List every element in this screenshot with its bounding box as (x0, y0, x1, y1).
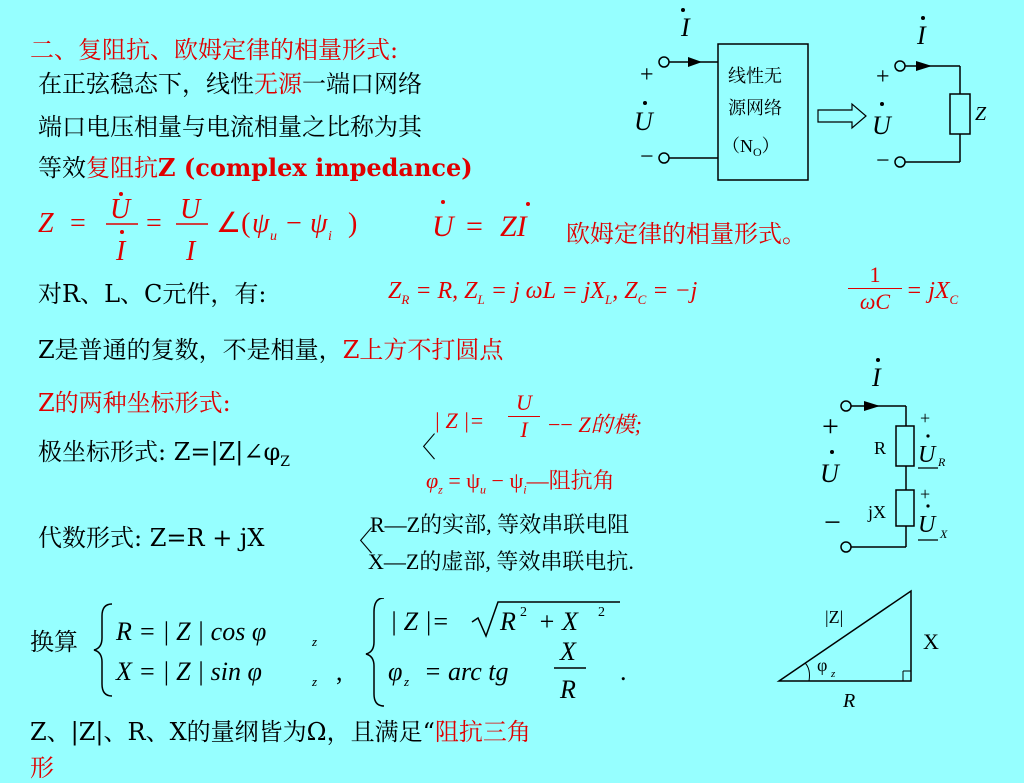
resistor-label: R (874, 438, 887, 458)
svg-text:.: . (620, 657, 627, 686)
svg-text:z: z (312, 674, 318, 689)
svg-text:X: X (940, 527, 948, 541)
ur-plus: + (920, 408, 931, 428)
svg-text:| Z |=: | Z |= (390, 607, 450, 636)
impedance-box (950, 94, 970, 134)
svg-text:U: U (432, 210, 454, 243)
intro-highlight-impedance: 复阻抗 (86, 154, 158, 182)
plus-sign: + (640, 62, 654, 88)
current-label-2: I (917, 21, 926, 50)
imag-part-line: X—Z的虚部, 等效串联电抗. (368, 549, 634, 574)
footer-line: Z、|Z|、R、X的量纲皆为Ω，且满足“阻抗三角 (30, 718, 531, 746)
voltage-label: U (634, 107, 653, 136)
polar-form-label: 极坐标形式: $Z=|Z|\angle\varphi_Z$ (38, 438, 290, 470)
network-label-2: 源网络 (728, 98, 782, 118)
intro-text: 等效 (38, 154, 86, 182)
svg-text:z: z (404, 674, 410, 689)
triangle-shape (779, 591, 911, 681)
plus-sign-2: + (876, 64, 890, 90)
svg-text:U: U (110, 194, 131, 225)
network-label-1: 线性无 (728, 66, 782, 86)
minus-sign-2: − (876, 148, 890, 174)
svg-text:u: u (270, 229, 277, 244)
svg-text:R: R (938, 455, 946, 469)
impedance-label: Z (975, 103, 987, 125)
section-heading: 二、复阻抗、欧姆定律的相量形式: (30, 36, 399, 64)
svg-text:−: − (286, 208, 302, 239)
coord-forms-title: Z的两种坐标形式: (38, 389, 231, 417)
footer-highlight: 阻抗三角 (434, 718, 531, 746)
conversion-equations (90, 598, 650, 718)
intro-text: 在正弦稳态下，线性 (38, 70, 254, 98)
svg-text:=: = (466, 210, 483, 243)
intro-line-2: 端口电压相量与电流相量之比称为其 (38, 113, 422, 141)
footer-line-2: 形 (30, 754, 54, 782)
svg-text:2: 2 (520, 605, 527, 620)
svg-text:R: R (560, 675, 576, 704)
current-arrow-icon (688, 57, 702, 67)
adjacent-label: R (843, 690, 856, 712)
impedance-triangle (775, 585, 955, 715)
modulus-fraction: U I (508, 390, 540, 443)
svg-text:R: R (500, 607, 516, 636)
svg-text:∠(: ∠( (216, 208, 251, 239)
svg-text:X: X (560, 637, 576, 666)
svg-text:z: z (312, 634, 318, 649)
current-label: I (681, 13, 690, 42)
svg-text:I: I (186, 236, 196, 267)
svg-text:= arc tg: = arc tg (424, 657, 509, 686)
svg-text:+ X: + X (538, 607, 578, 636)
plus-sign-3: + (822, 410, 839, 443)
note-line: Z是普通的复数，不是相量，Z上方不打圆点 (38, 336, 504, 364)
svg-text:R = | Z | cos φ: R = | Z | cos φ (116, 617, 267, 646)
real-part-line: R—Z的实部, 等效串联电阻 (370, 512, 630, 537)
ohm-law-equation (428, 196, 558, 256)
series-rx-circuit (800, 350, 980, 560)
svg-text:ZI: ZI (500, 210, 527, 243)
intro-text: 一端口网络 (302, 70, 422, 98)
svg-text:z: z (831, 668, 836, 680)
reactance-box (896, 490, 914, 526)
reactance-label: jX (868, 502, 886, 522)
svg-text:i: i (328, 229, 332, 244)
svg-text:U: U (180, 194, 201, 225)
svg-text:ψ: ψ (310, 208, 328, 239)
svg-text:): ) (348, 208, 358, 239)
svg-text:=: = (70, 208, 86, 239)
algebraic-form-label: 代数形式: Z=R + jX (38, 524, 265, 552)
intro-impedance-term: Z (complex impedance) (158, 153, 473, 182)
svg-text:,: , (336, 657, 343, 686)
ohm-law-caption: 欧姆定律的相量形式。 (566, 220, 806, 248)
current-arrow-icon-3 (864, 401, 880, 411)
current-label-3: I (872, 363, 881, 392)
equivalent-arrow-icon (818, 104, 866, 128)
svg-text:I: I (116, 236, 126, 267)
impedance-definition-equation (30, 188, 430, 270)
modulus-caption: −− Z的模; (548, 412, 642, 437)
svg-text:2: 2 (598, 605, 605, 620)
note-highlight: Z上方不打圆点 (342, 336, 504, 364)
circuit-network-diagram (610, 0, 1010, 200)
svg-text:φ: φ (388, 657, 403, 686)
intro-line-1 (38, 64, 422, 99)
svg-text:=: = (146, 208, 162, 239)
resistor-box (896, 426, 914, 466)
rlc-label: 对R、L、C元件，有: (38, 280, 267, 308)
ux-plus: + (920, 484, 931, 504)
ux-label: U (918, 512, 936, 538)
minus-sign: − (640, 144, 654, 170)
voltage-label-2: U (872, 111, 891, 140)
network-label-3: $(N_O)$ (722, 136, 780, 159)
angle-label: φ (817, 655, 828, 675)
rlc-equations: $Z_R = R$, $Z_L = j$ $\omega L = jX_L$, $Z_C = -j$ (388, 278, 698, 307)
capacitor-fraction: 1 ωC (848, 262, 902, 315)
svg-text:X = | Z | sin φ: X = | Z | sin φ (116, 657, 262, 686)
polar-brace: 〈 (408, 431, 437, 464)
current-arrow-icon-2 (916, 61, 932, 71)
intro-highlight-passive: 无源 (254, 70, 302, 98)
capacitor-reactance: = $jX_C$ (906, 278, 959, 307)
modulus-lhs: | Z |= (434, 408, 485, 433)
impedance-angle-equation: $\varphi_z = \psi_u$ − $\psi_i—$阻抗角 (426, 468, 615, 497)
intro-line-3 (38, 148, 473, 183)
ur-label: U (918, 442, 936, 468)
opposite-label: X (923, 629, 939, 654)
svg-text:Z: Z (38, 208, 54, 239)
conversion-label: 换算 (30, 628, 78, 656)
voltage-label-3: U (820, 459, 839, 488)
svg-text:ψ: ψ (252, 208, 270, 239)
minus-sign-3: − (824, 506, 841, 539)
algebraic-brace: 〈 (345, 525, 374, 558)
hypotenuse-label: |Z| (825, 607, 844, 627)
